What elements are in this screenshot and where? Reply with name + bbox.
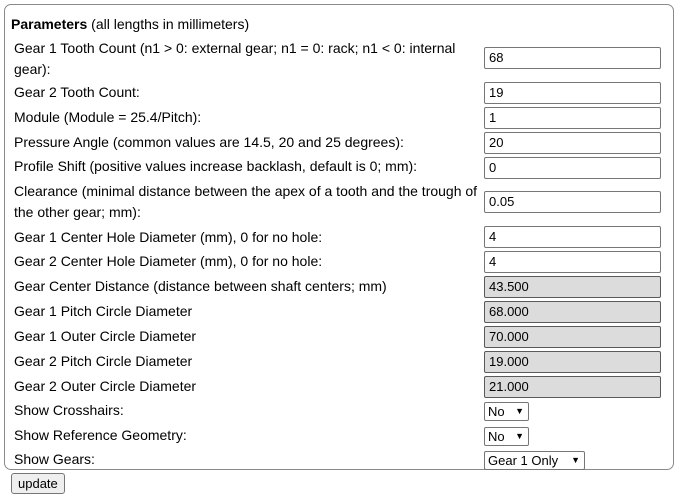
gear2-outer-diameter-output: 21.000 [484,376,661,398]
gear2-tooth-count-input[interactable]: 19 [484,82,661,104]
gear2-hole-label: Gear 2 Center Hole Diameter (mm), 0 for no hole: [14,253,323,269]
show-reference-geometry-label: Show Reference Geometry: [14,427,187,443]
gear2-pitch-diameter-label: Gear 2 Pitch Circle Diameter [14,353,193,369]
gear2-tooth-count-label: Gear 2 Tooth Count: [14,84,140,100]
show-crosshairs-select[interactable] [484,402,529,421]
clearance-label: Clearance (minimal distance between the apex of a tooth and the trough of the other gear; mm): [14,183,478,220]
show-reference-geometry-select[interactable] [484,427,529,446]
gear1-tooth-count-label: Gear 1 Tooth Count (n1 > 0: external gear; n1 = 0: rack; n1 < 0: internal gear): [14,40,456,77]
show-reference-geometry-value: No [488,429,505,444]
gear2-outer-diameter-label: Gear 2 Outer Circle Diameter [14,378,197,394]
pressure-angle-input[interactable]: 20 [484,132,661,154]
show-gears-select[interactable] [484,451,585,470]
show-gears-label: Show Gears: [14,451,95,467]
gear1-tooth-count-input[interactable]: 68 [484,47,661,69]
gear1-pitch-diameter-output: 68.000 [484,301,661,323]
clearance-input[interactable]: 0.05 [484,191,661,213]
module-label: Module (Module = 25.4/Pitch): [14,109,202,125]
update-button[interactable]: update [11,473,65,494]
chevron-down-icon: ▼ [515,406,524,416]
gear1-hole-input[interactable]: 4 [484,226,661,248]
chevron-down-icon: ▼ [515,431,524,441]
gear2-hole-input[interactable]: 4 [484,251,661,273]
parameters-units-note: (all lengths in millimeters) [91,16,250,32]
profile-shift-input[interactable]: 0 [484,157,661,179]
show-gears-value: Gear 1 Only [488,453,559,468]
show-crosshairs-label: Show Crosshairs: [14,402,124,418]
module-input[interactable]: 1 [484,107,661,129]
center-distance-label: Gear Center Distance (distance between shaft centers; mm) [14,278,387,294]
pressure-angle-label: Pressure Angle (common values are 14.5, 20 and 25 degrees): [14,134,404,150]
gear1-outer-diameter-output: 70.000 [484,326,661,348]
gear1-hole-label: Gear 1 Center Hole Diameter (mm), 0 for no hole: [14,229,323,245]
gear2-pitch-diameter-output: 19.000 [484,351,661,373]
gear1-outer-diameter-label: Gear 1 Outer Circle Diameter [14,328,197,344]
parameters-title: Parameters [11,16,88,32]
center-distance-output: 43.500 [484,276,661,298]
parameters-heading [11,16,249,32]
gear1-pitch-diameter-label: Gear 1 Pitch Circle Diameter [14,303,193,319]
chevron-down-icon: ▼ [571,455,580,465]
profile-shift-label: Profile Shift (positive values increase backlash, default is 0; mm): [14,158,418,174]
show-crosshairs-value: No [488,404,505,419]
